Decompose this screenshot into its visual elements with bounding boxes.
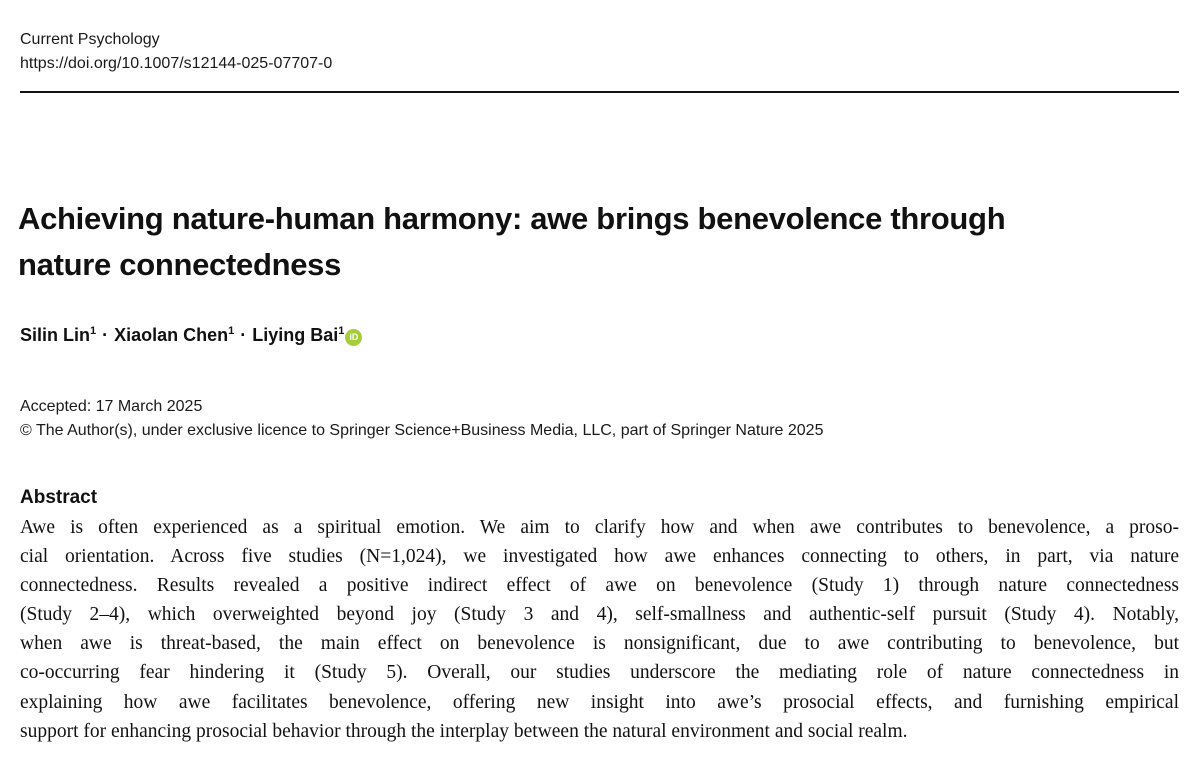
author-name[interactable]: Silin Lin [20,325,90,345]
abstract-line: when awe is threat-based, the main effect on benevolence is nonsignificant, due to awe contributing to benevolence, but [20,633,1179,655]
abstract-line: cial orientation. Across five studies (N=1,024), we investigated how awe enhances connecting to others, in part, via nature [20,546,1179,568]
abstract-line: (Study 2–4), which overweighted beyond joy (Study 3 and 4), self-smallness and authentic-self pursuit (Study 4). Notably, [20,604,1179,626]
author-separator: · [240,325,247,345]
journal-name: Current Psychology [20,31,160,48]
author-affiliation: 1 [90,325,97,337]
article-header [20,28,332,76]
title-line-2: nature connectedness [18,247,342,282]
title-line-1: Achieving nature-human harmony: awe brings benevolence through [18,201,1006,236]
abstract-line: support for enhancing prosocial behavior through the interplay between the natural environment and social realm. [20,720,908,742]
doi-link[interactable]: https://doi.org/10.1007/s12144-025-07707-0 [20,55,333,72]
abstract-heading: Abstract [20,487,98,508]
article-meta [20,395,823,443]
author-name[interactable]: Liying Bai [252,325,339,345]
author-affiliation: 1 [228,325,235,337]
accepted-date: Accepted: 17 March 2025 [20,398,203,415]
copyright-notice: © The Author(s), under exclusive licence to Springer Science+Business Media, LLC, part of Springer Nature 2025 [20,422,824,439]
abstract-line: co-occurring fear hindering it (Study 5). Overall, our studies underscore the mediating role of nature connectedness in [20,662,1179,684]
abstract-line: connectedness. Results revealed a positive indirect effect of awe on benevolence (Study 1) through nature connectedness [20,575,1179,597]
author-affiliation: 1 [338,325,345,337]
header-divider [20,91,1179,93]
author-separator: · [102,325,109,345]
abstract-line: explaining how awe facilitates benevolence, offering new insight into awe’s prosocial effects, and furnishing empirical [20,691,1179,713]
article-title [18,196,1178,288]
author-list [20,322,362,348]
abstract-body [20,513,1179,746]
orcid-icon[interactable]: iD [345,329,362,346]
abstract-line: Awe is often experienced as a spiritual emotion. We aim to clarify how and when awe contributes to benevolence, a proso- [20,517,1179,538]
author-name[interactable]: Xiaolan Chen [114,325,229,345]
